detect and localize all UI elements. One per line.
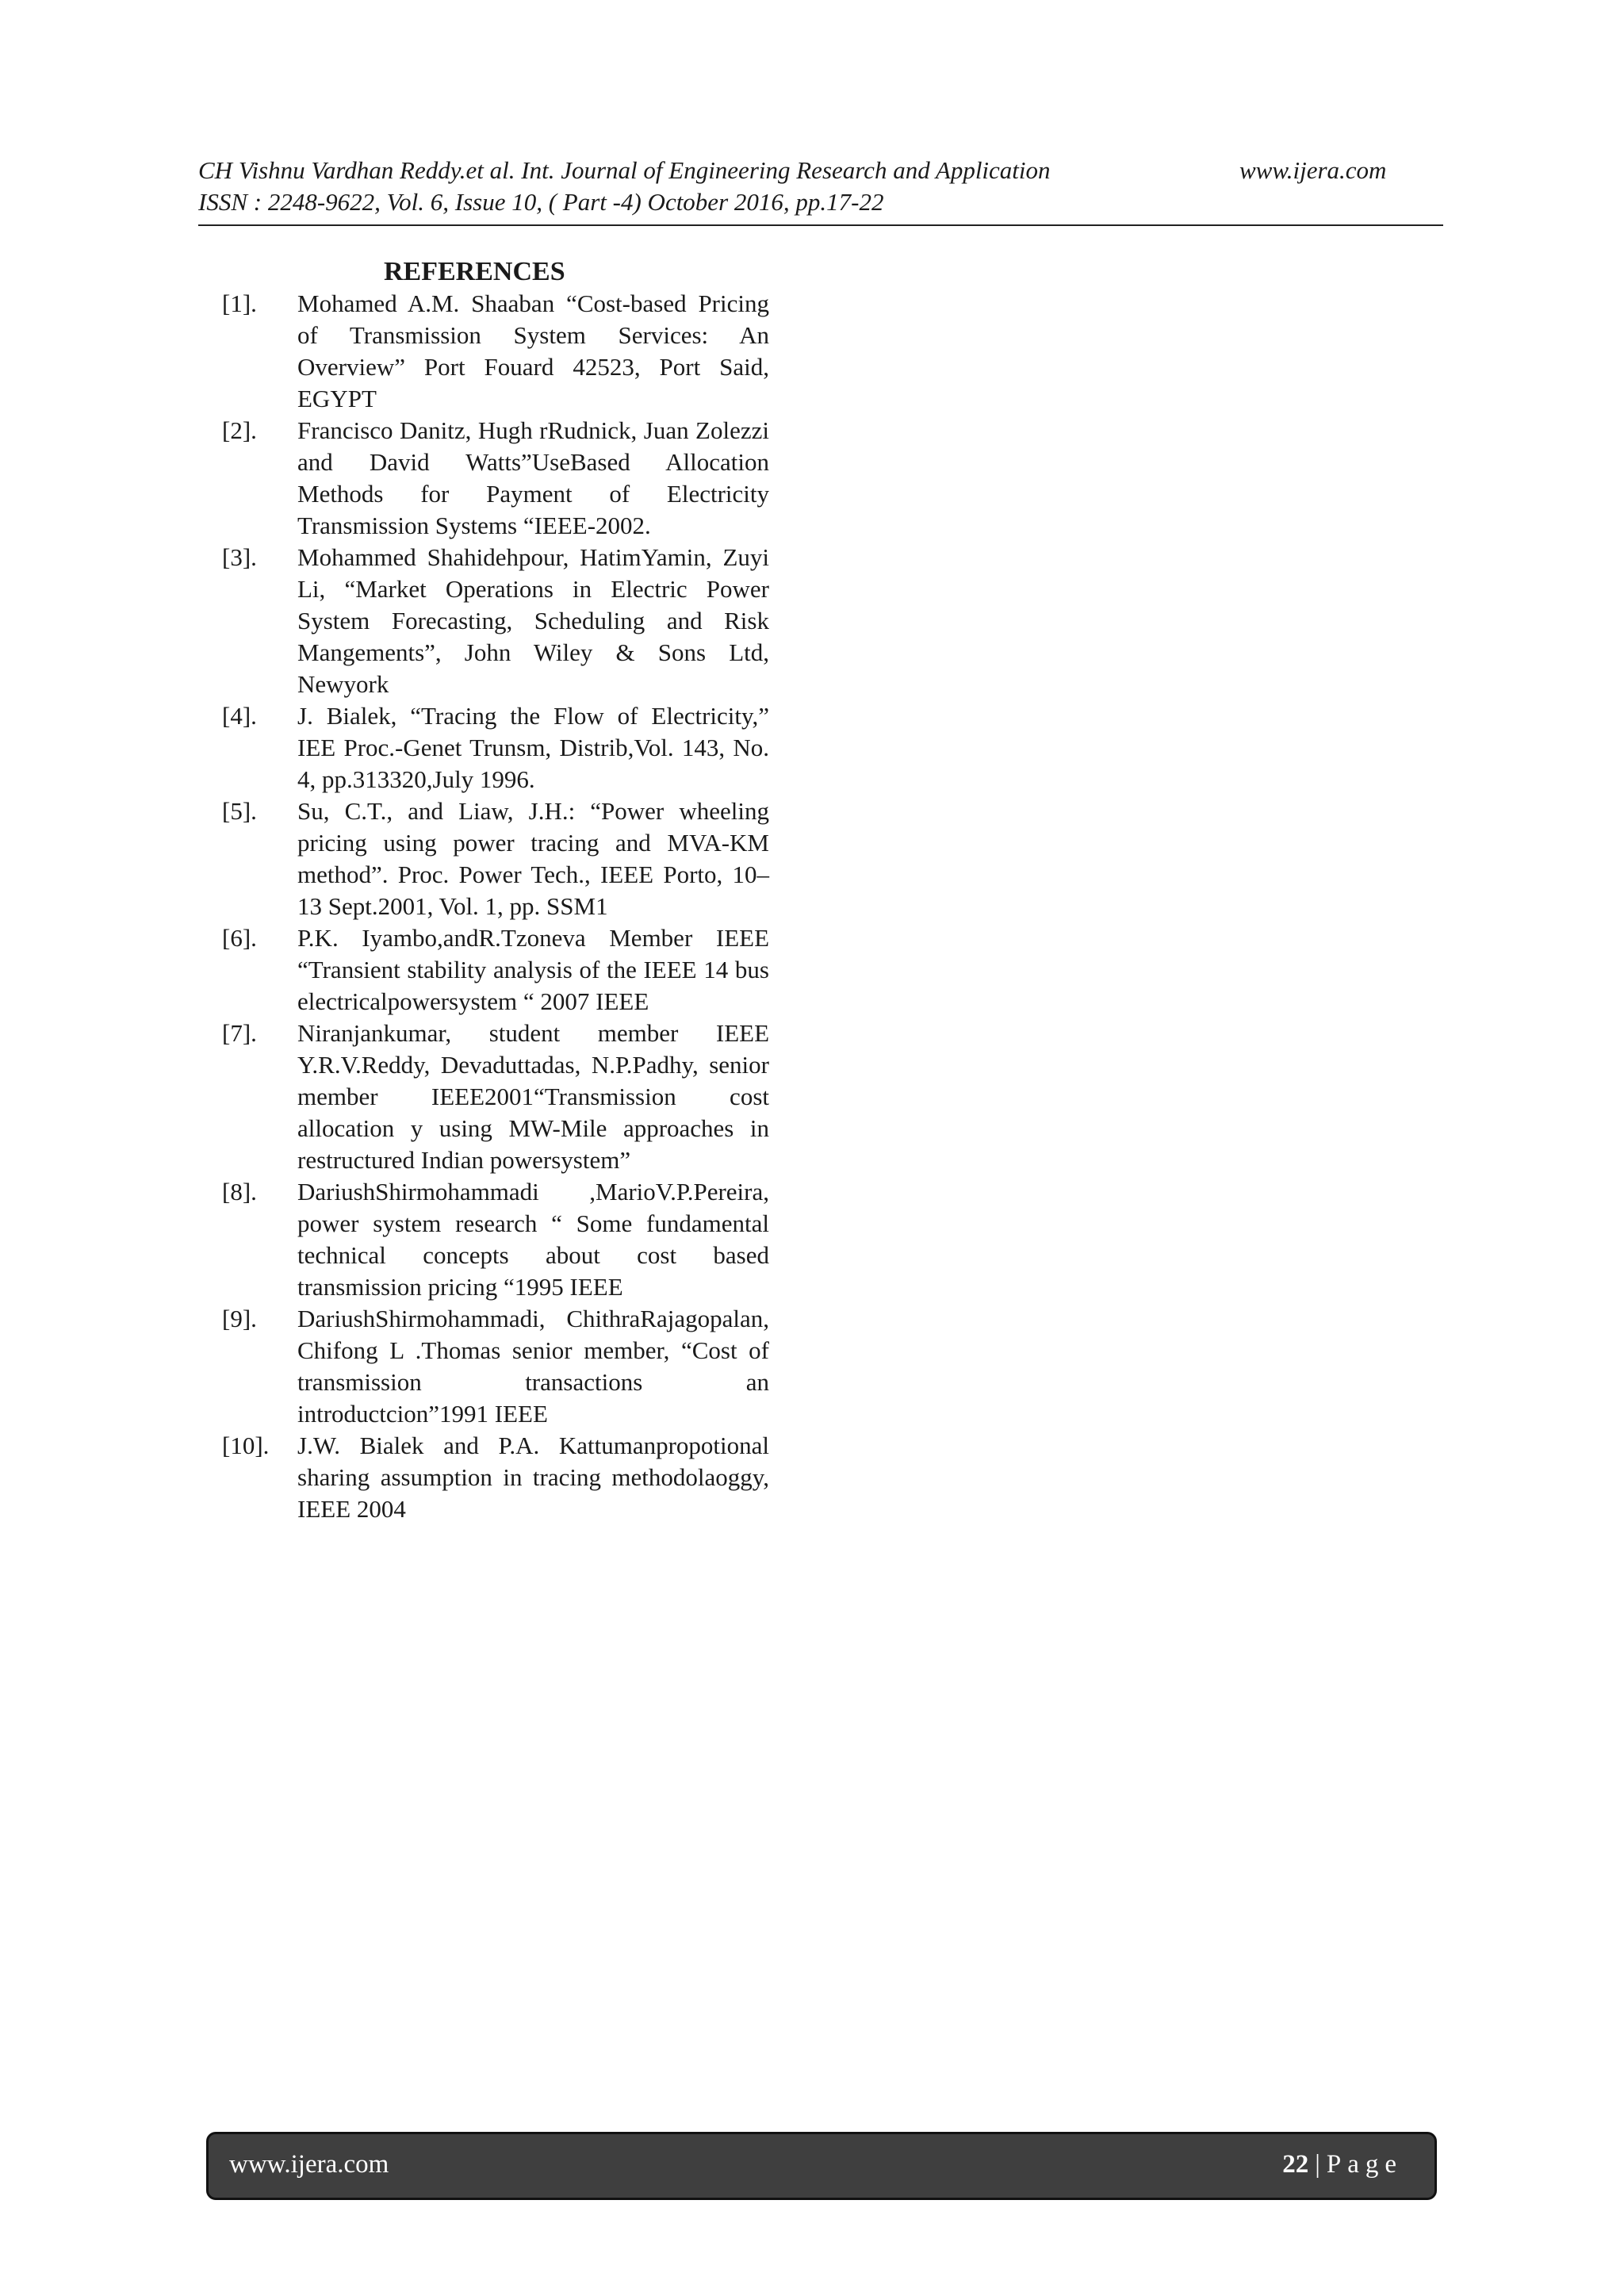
reference-item	[222, 922, 769, 1018]
reference-text: Niranjankumar, student member IEEE Y.R.V.Reddy, Devaduttadas, N.P.Padhy, senior member IEEE2001“Transmission cost allocation y using MW-Mile approaches in restructured Indian powersystem”	[297, 1019, 769, 1174]
reference-text: Mohamed A.M. Shaaban “Cost-based Pricing of Transmission System Services: An Overview” Port Fouard 42523, Port Said, EGYPT	[297, 289, 769, 412]
reference-text: J.W. Bialek and P.A. Kattumanpropotional sharing assumption in tracing methodolaoggy, IEEE 2004	[297, 1432, 769, 1523]
page-footer	[206, 2132, 1437, 2200]
reference-item	[222, 1176, 769, 1303]
reference-text: Mohammed Shahidehpour, HatimYamin, Zuyi Li, “Market Operations in Electric Power System Forecasting, Scheduling and Risk Mangements”, John Wiley & Sons Ltd, Newyork	[297, 543, 769, 698]
page-label: Page	[1326, 2150, 1403, 2179]
reference-number: [1].	[222, 289, 257, 317]
reference-number: [3].	[222, 543, 257, 571]
reference-item	[222, 700, 769, 795]
reference-number: [10].	[222, 1432, 270, 1459]
footer-website-link[interactable]: www.ijera.com	[229, 2150, 389, 2179]
reference-text: DariushShirmohammadi ,MarioV.P.Pereira, power system research “ Some fundamental technical concepts about cost based transmission pricing “1995 IEEE	[297, 1178, 769, 1301]
reference-item	[222, 288, 769, 415]
header-website-link[interactable]: www.ijera.com	[1239, 156, 1387, 184]
reference-text: Francisco Danitz, Hugh rRudnick, Juan Zolezzi and David Watts”UseBased Allocation Methods for Payment of Electricity Transmission Systems “IEEE-2002.	[297, 416, 769, 539]
page-indicator	[1282, 2150, 1403, 2179]
page-number: 22	[1282, 2150, 1309, 2179]
reference-item	[222, 795, 769, 922]
reference-item	[222, 1018, 769, 1176]
reference-text: DariushShirmohammadi, ChithraRajagopalan, Chifong L .Thomas senior member, “Cost of transmission transactions an introductcion”1991 IEEE	[297, 1305, 769, 1428]
reference-item	[222, 415, 769, 542]
reference-number: [6].	[222, 924, 257, 952]
page-separator: |	[1315, 2150, 1320, 2179]
reference-number: [2].	[222, 416, 257, 444]
issn-line: ISSN : 2248-9622, Vol. 6, Issue 10, ( Part -4) October 2016, pp.17-22	[198, 188, 884, 216]
reference-number: [4].	[222, 702, 257, 730]
running-header	[198, 155, 1443, 226]
reference-item	[222, 1430, 769, 1525]
reference-item	[222, 542, 769, 700]
reference-text: Su, C.T., and Liaw, J.H.: “Power wheeling pricing using power tracing and MVA-KM method”. Proc. Power Tech., IEEE Porto, 10–13 Sept.2001, Vol. 1, pp. SSM1	[297, 797, 769, 920]
reference-number: [5].	[222, 797, 257, 825]
reference-number: [8].	[222, 1178, 257, 1205]
reference-item	[222, 1303, 769, 1430]
journal-citation: CH Vishnu Vardhan Reddy.et al. Int. Journal of Engineering Research and Application	[198, 156, 1051, 184]
references-heading: REFERENCES	[384, 257, 565, 286]
reference-number: [9].	[222, 1305, 257, 1332]
references-section	[222, 256, 769, 1525]
references-list	[222, 288, 769, 1525]
reference-text: J. Bialek, “Tracing the Flow of Electricity,” IEE Proc.-Genet Trunsm, Distrib,Vol. 143, No. 4, pp.313320,July 1996.	[297, 702, 769, 793]
reference-text: P.K. Iyambo,andR.Tzoneva Member IEEE “Transient stability analysis of the IEEE 14 bus electricalpowersystem “ 2007 IEEE	[297, 924, 769, 1015]
reference-number: [7].	[222, 1019, 257, 1047]
